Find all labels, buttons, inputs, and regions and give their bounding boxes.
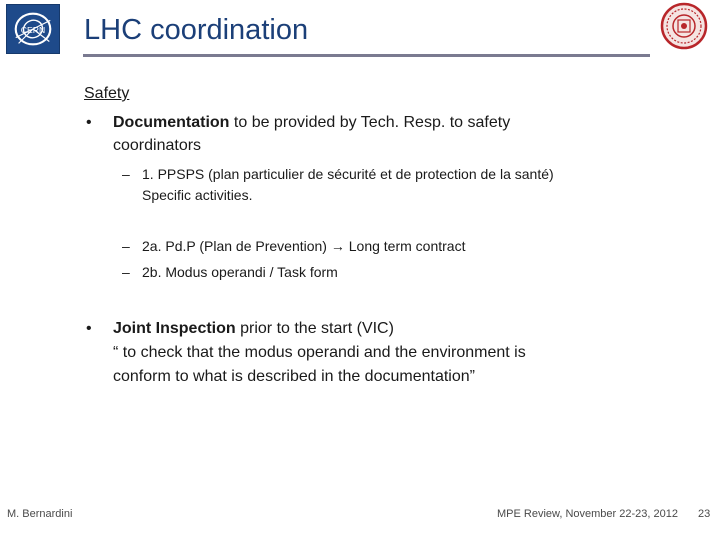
- sub-item-line1: 2b. Modus operandi / Task form: [142, 264, 338, 280]
- bullet-text-line1: prior to the start (VIC): [235, 320, 394, 337]
- sub-item-ppsps: [122, 164, 682, 204]
- footer-event: MPE Review, November 22-23, 2012: [497, 508, 678, 520]
- section-title: Safety: [84, 85, 130, 102]
- cern-logo-text: CERN: [20, 24, 46, 35]
- cern-logo-icon: [7, 5, 59, 53]
- bullet-joint-inspection: [86, 317, 686, 389]
- page-number: 23: [698, 508, 711, 520]
- sub-item-modus-operandi: [122, 262, 682, 282]
- dash-marker: –: [122, 166, 130, 182]
- bullet-text-line3: conform to what is described in the documentation”: [113, 368, 475, 385]
- bullet-text-line2: coordinators: [113, 137, 202, 154]
- bullet-text-line1: to be provided by Tech. Resp. to safety: [229, 114, 511, 131]
- dash-marker: –: [122, 238, 130, 254]
- sub-item-line1: 1. PPSPS (plan particulier de sécurité et de protection de la santé): [142, 166, 554, 182]
- seal-icon: [660, 2, 708, 50]
- bullet-bold-term: Joint Inspection: [113, 320, 236, 337]
- slide-title: LHC coordination: [84, 14, 309, 46]
- sub-item-line2: Specific activities.: [142, 187, 253, 203]
- bullet-marker: •: [86, 320, 92, 337]
- dash-marker: –: [122, 264, 130, 280]
- bullet-bold-term: Documentation: [113, 114, 230, 131]
- sub-item-line1: 2a. Pd.P (Plan de Prevention) → Long term contract: [142, 238, 466, 254]
- bullet-marker: •: [86, 114, 92, 131]
- footer-author: M. Bernardini: [7, 508, 73, 520]
- cern-logo: [6, 4, 60, 54]
- bullet-text-line2: “ to check that the modus operandi and the environment is: [113, 344, 526, 361]
- sub-item-pdp: [122, 236, 682, 256]
- title-divider: [83, 54, 650, 57]
- institution-seal: [660, 2, 708, 50]
- bullet-documentation: [86, 111, 686, 157]
